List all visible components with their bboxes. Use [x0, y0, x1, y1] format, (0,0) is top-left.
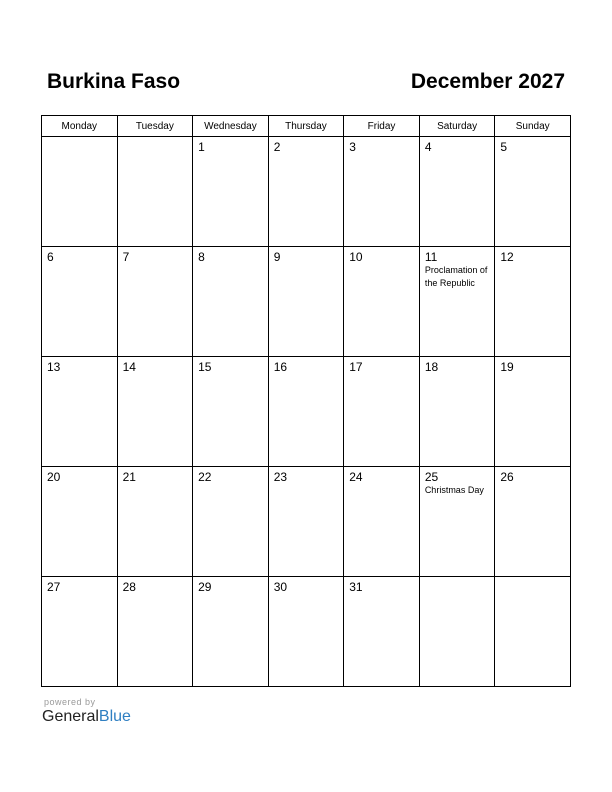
day-number: 13 — [47, 360, 61, 374]
powered-by-text: powered by — [44, 697, 96, 707]
day-number: 29 — [198, 580, 212, 594]
day-number: 14 — [122, 360, 136, 374]
day-number: 18 — [424, 360, 439, 374]
day-number: 23 — [273, 470, 288, 484]
day-number: 19 — [500, 360, 514, 374]
day-cell — [193, 467, 269, 577]
weekday-header: Tuesday — [117, 116, 193, 137]
day-cell — [268, 357, 344, 467]
day-cell — [193, 247, 269, 357]
day-number: 17 — [349, 360, 363, 374]
day-number: 16 — [273, 360, 288, 374]
month-title: December 2027 — [410, 70, 565, 93]
week-row — [42, 467, 571, 577]
day-cell — [268, 577, 344, 687]
day-cell — [193, 137, 269, 247]
day-cell — [117, 247, 193, 357]
day-cell — [344, 247, 420, 357]
footer-branding — [42, 697, 131, 726]
day-cell — [419, 577, 495, 687]
weekday-header: Monday — [42, 116, 118, 137]
weekday-header: Saturday — [419, 116, 495, 137]
day-cell — [117, 357, 193, 467]
day-cell — [117, 467, 193, 577]
day-number: 6 — [47, 250, 54, 264]
day-number: 3 — [349, 140, 356, 154]
day-number: 26 — [500, 470, 514, 484]
logo-general: General — [42, 708, 99, 725]
day-number: 31 — [349, 580, 363, 594]
day-cell — [42, 137, 118, 247]
day-cell — [344, 357, 420, 467]
day-cell — [268, 467, 344, 577]
holiday-label: Christmas Day — [424, 485, 484, 495]
week-row — [42, 357, 571, 467]
day-number: 25 — [424, 470, 439, 484]
week-row — [42, 247, 571, 357]
day-number: 5 — [500, 140, 508, 154]
day-cell — [117, 577, 193, 687]
day-cell — [42, 577, 118, 687]
day-cell — [495, 247, 571, 357]
day-number: 27 — [47, 580, 61, 594]
day-cell — [193, 577, 269, 687]
holiday-label: Proclamation of the Republic — [424, 265, 488, 288]
day-cell — [42, 247, 118, 357]
day-cell — [344, 137, 420, 247]
weekday-header: Friday — [344, 116, 420, 137]
day-number: 24 — [349, 470, 363, 484]
day-number: 30 — [273, 580, 288, 594]
day-cell — [344, 577, 420, 687]
day-number: 21 — [122, 470, 136, 484]
day-cell — [42, 357, 118, 467]
day-number: 7 — [122, 250, 130, 264]
generalblue-logo[interactable] — [42, 708, 131, 726]
day-cell — [495, 357, 571, 467]
day-cell — [419, 467, 495, 577]
weekday-header: Sunday — [495, 116, 571, 137]
day-cell — [419, 247, 495, 357]
day-number: 22 — [198, 470, 212, 484]
day-cell — [495, 137, 571, 247]
week-row — [42, 137, 571, 247]
day-number: 10 — [349, 250, 363, 264]
weekday-header-row — [42, 116, 571, 137]
day-cell — [419, 357, 495, 467]
day-cell — [193, 357, 269, 467]
day-cell — [344, 467, 420, 577]
day-number: 20 — [47, 470, 61, 484]
calendar-body — [42, 137, 571, 687]
day-number: 2 — [273, 140, 281, 154]
day-number: 15 — [198, 360, 212, 374]
day-cell — [268, 247, 344, 357]
week-row — [42, 577, 571, 687]
day-number: 4 — [424, 140, 432, 154]
day-number: 28 — [122, 580, 136, 594]
weekday-header: Thursday — [268, 116, 344, 137]
day-number: 12 — [500, 250, 514, 264]
day-number: 1 — [198, 140, 205, 154]
day-cell — [117, 137, 193, 247]
day-cell — [495, 577, 571, 687]
day-number: 11 — [424, 250, 438, 264]
day-number: 8 — [198, 250, 205, 264]
day-cell — [268, 137, 344, 247]
day-cell — [419, 137, 495, 247]
logo-blue: Blue — [98, 708, 131, 725]
calendar-grid — [41, 115, 571, 687]
weekday-header: Wednesday — [193, 116, 269, 137]
country-title: Burkina Faso — [47, 70, 181, 93]
day-cell — [42, 467, 118, 577]
day-cell — [495, 467, 571, 577]
day-number: 9 — [273, 250, 281, 264]
